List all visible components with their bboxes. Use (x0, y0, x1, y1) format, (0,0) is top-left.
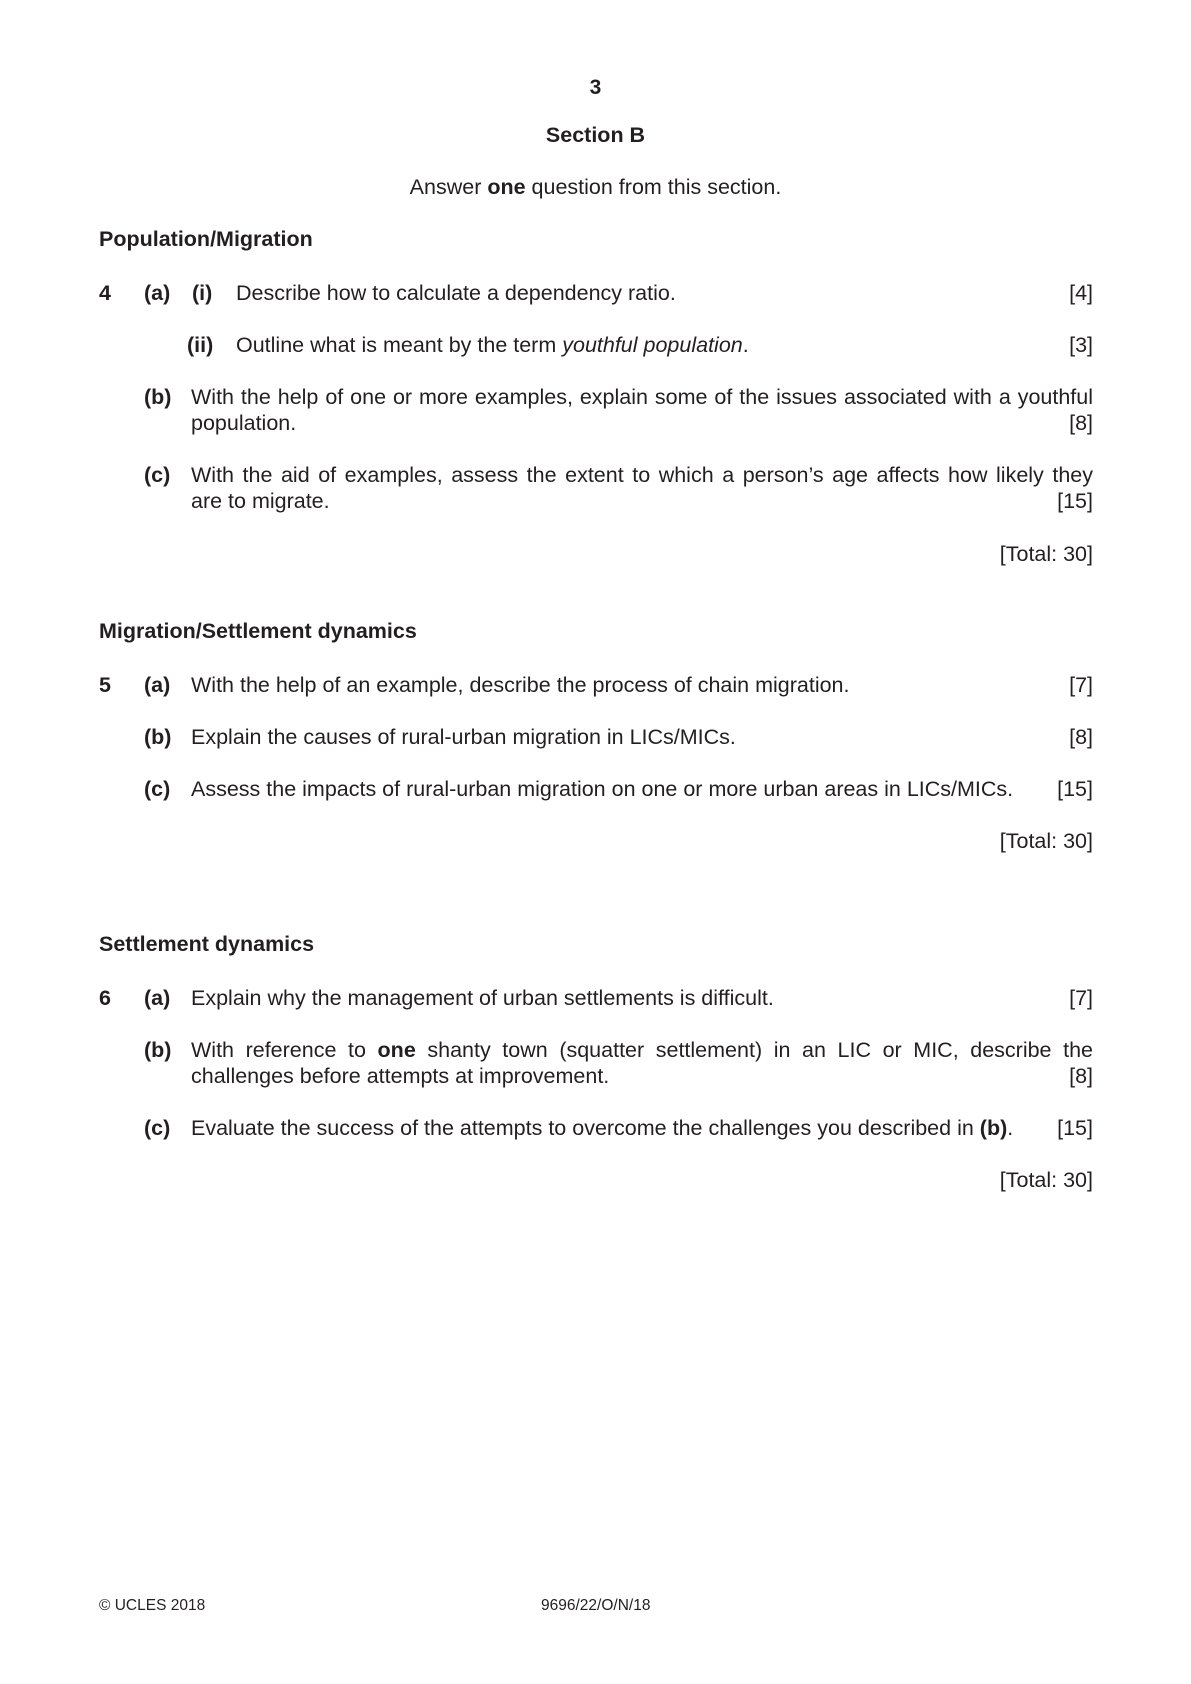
q5-b-mark: [8] (1069, 725, 1093, 749)
q6-b-mark: [8] (1069, 1064, 1093, 1088)
q6-c-mark: [15] (1057, 1116, 1093, 1140)
q4-part-a-label: (a) (144, 281, 171, 305)
q6-part-b-label: (b) (144, 1038, 172, 1062)
q6-b-line-2: challenges before attempts at improvement. (191, 1064, 610, 1088)
topic-heading-migration-settlement: Migration/Settlement dynamics (99, 619, 417, 643)
q5-a-text: With the help of an example, describe the process of chain migration. (191, 673, 850, 697)
q6-b-text-before: With reference to (191, 1038, 378, 1062)
instruction-text-before: Answer (409, 175, 488, 199)
question-number-6: 6 (99, 986, 111, 1010)
q4-part-c-label: (c) (144, 463, 171, 487)
q4-c-line-2: are to migrate. (191, 489, 330, 513)
q6-part-c-label: (c) (144, 1116, 171, 1140)
q5-part-a-label: (a) (144, 673, 171, 697)
q6-c-reference: (b) (979, 1116, 1008, 1140)
q4-a-i-text: Describe how to calculate a dependency ratio. (236, 281, 676, 305)
q5-part-c-label: (c) (144, 777, 171, 801)
q6-c-text-before: Evaluate the success of the attempts to overcome the challenges you described in (191, 1116, 980, 1140)
q4-a-i-mark: [4] (1069, 281, 1093, 305)
instruction-text-after: question from this section. (525, 175, 782, 199)
section-title: Section B (545, 123, 646, 147)
question-number-5: 5 (99, 673, 111, 697)
q4-a-i-label: (i) (192, 281, 213, 305)
q5-a-mark: [7] (1069, 673, 1093, 697)
q6-a-mark: [7] (1069, 986, 1093, 1010)
footer-paper-code: 9696/22/O/N/18 (541, 1597, 651, 1614)
q4-c-mark: [15] (1057, 489, 1093, 513)
topic-heading-population-migration: Population/Migration (99, 227, 313, 251)
q6-b-emphasis: one (377, 1038, 416, 1062)
q4-a-ii-mark: [3] (1069, 333, 1093, 357)
q6-part-a-label: (a) (144, 986, 171, 1010)
q4-b-mark: [8] (1069, 411, 1093, 435)
q6-a-text: Explain why the management of urban settlements is difficult. (191, 986, 774, 1010)
q5-c-mark: [15] (1057, 777, 1093, 801)
q4-b-line-1: With the help of one or more examples, explain some of the issues associated with a youthful (191, 385, 1093, 409)
q5-c-text: Assess the impacts of rural-urban migration on one or more urban areas in LICs/MICs. (191, 777, 1014, 801)
page-number: 3 (589, 76, 602, 99)
q5-total: [Total: 30] (999, 829, 1093, 853)
question-number-4: 4 (99, 281, 111, 305)
instruction-emphasis: one (487, 175, 526, 199)
q4-a-ii-text-after: . (742, 333, 749, 357)
q4-part-b-label: (b) (144, 385, 172, 409)
topic-heading-settlement-dynamics: Settlement dynamics (99, 932, 315, 956)
q6-total: [Total: 30] (999, 1168, 1093, 1192)
q4-c-line-1: With the aid of examples, assess the extent to which a person’s age affects how likely they (191, 463, 1093, 487)
footer-copyright: © UCLES 2018 (99, 1597, 206, 1614)
q6-b-line-1 (191, 1037, 1093, 1063)
q6-b-text-after: shanty town (squatter settlement) in an LIC or MIC, describe the (415, 1038, 1093, 1062)
q4-a-ii-term: youthful population (562, 333, 743, 357)
q5-part-b-label: (b) (144, 725, 172, 749)
q4-b-line-2: population. (191, 411, 297, 435)
q6-c-text-after: . (1007, 1116, 1014, 1140)
q5-b-text: Explain the causes of rural-urban migration in LICs/MICs. (191, 725, 736, 749)
q4-a-ii-text-before: Outline what is meant by the term (236, 333, 563, 357)
q4-total: [Total: 30] (999, 542, 1093, 566)
section-instruction (0, 175, 1191, 200)
q4-a-ii-label: (ii) (187, 333, 214, 357)
